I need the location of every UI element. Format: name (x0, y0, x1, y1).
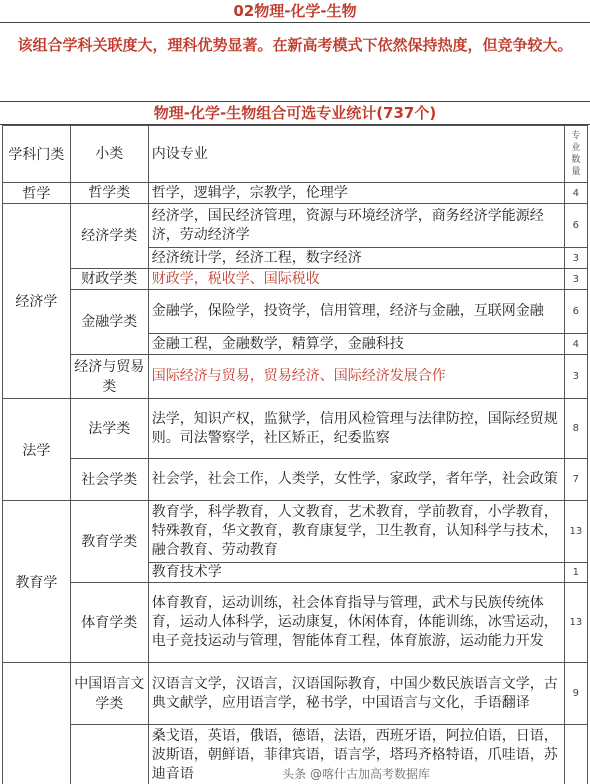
majors-table (2, 125, 588, 784)
watermark: 头条 @喀什古加高考数据库 (282, 767, 430, 781)
table-row (3, 459, 588, 501)
category-cell: 哲学 (3, 183, 71, 204)
table-row (3, 183, 588, 204)
subcategory-cell: 金融学类 (70, 290, 148, 355)
majors-cell: 哲学，逻辑学，宗教学，伦理学 (148, 183, 564, 204)
majors-cell: 法学，知识产权，监狱学，信用风检管理与法律防控，国际经贸规则。司法警察学，社区矫正，纪委监察 (148, 399, 564, 459)
table-title: 物理-化学-生物组合可选专业统计(737个) (0, 102, 590, 125)
majors-cell: 教育学，科学教育，人文教育，艺术教育，学前教育，小学教育，特殊教育，华文教育，教育康复学，卫生教育，认知科学与技术，融合教育、劳动教育 (148, 501, 564, 563)
majors-cell: 金融工程，金融数学，精算学，金融科技 (148, 334, 564, 355)
count-cell: 4 (564, 334, 587, 355)
count-cell (564, 725, 587, 784)
subcategory-cell: 财政学类 (70, 269, 148, 290)
subcategory-cell: 中国语言文学类 (70, 663, 148, 725)
category-cell (3, 663, 71, 784)
subcategory-cell (70, 725, 148, 784)
majors-cell: 经济学，国民经济管理，资源与环境经济学，商务经济学能源经济，劳动经济学 (148, 204, 564, 248)
category-cell: 法学 (3, 399, 71, 501)
majors-cell: 财政学，税收学、国际税收 (148, 269, 564, 290)
header-majors: 内设专业 (148, 126, 564, 183)
majors-cell: 汉语言文学，汉语言，汉语国际教育，中国少数民族语言文学，古典文献学，应用语言学，秘书学，中国语言与文化，手语翻译 (148, 663, 564, 725)
count-cell: 3 (564, 248, 587, 269)
category-cell: 教育学 (3, 501, 71, 663)
count-cell: 6 (564, 290, 587, 334)
header-count: 专业数量 (564, 126, 587, 183)
subcategory-cell: 经济学类 (70, 204, 148, 269)
table-row (3, 355, 588, 399)
majors-cell: 体育教育，运动训练，社会体育指导与管理，武术与民族传统体育，运动人体科学，运动康复，休闲体育，体能训练，冰雪运动，电子竞技运动与管理，智能体育工程，体育旅游，运动能力开发 (148, 583, 564, 663)
subcategory-cell: 哲学类 (70, 183, 148, 204)
subcategory-cell: 社会学类 (70, 459, 148, 501)
majors-cell: 社会学，社会工作，人类学，女性学，家政学，者年学，社会政策 (148, 459, 564, 501)
table-header-row (3, 126, 588, 183)
subcategory-cell: 法学类 (70, 399, 148, 459)
count-cell: 8 (564, 399, 587, 459)
table-row (3, 663, 588, 725)
count-cell: 9 (564, 663, 587, 725)
table-row (3, 583, 588, 663)
count-cell: 6 (564, 204, 587, 248)
table-row (3, 290, 588, 334)
subcategory-cell: 经济与贸易类 (70, 355, 148, 399)
majors-cell: 桑戈语，英语，俄语，德语，法语，西班牙语，阿拉伯语，日语，波斯语，朝鲜语，菲律宾语，语言学，塔玛齐格特语，爪哇语，苏迪音语 (148, 725, 564, 784)
majors-cell: 经济统计学，经济工程，数字经济 (148, 248, 564, 269)
count-cell: 13 (564, 583, 587, 663)
page-title: 02物理-化学-生物 (0, 0, 590, 23)
table-row (3, 204, 588, 248)
header-category: 学科门类 (3, 126, 71, 183)
subcategory-cell: 教育学类 (70, 501, 148, 583)
majors-cell: 国际经济与贸易，贸易经济、国际经济发展合作 (148, 355, 564, 399)
count-cell: 1 (564, 563, 587, 583)
category-cell: 经济学 (3, 204, 71, 399)
count-cell: 7 (564, 459, 587, 501)
count-cell: 3 (564, 355, 587, 399)
intro-text: 该组合学科关联度大，理科优势显著。在新高考模式下依然保持热度，但竞争较大。 (0, 23, 590, 102)
count-cell: 13 (564, 501, 587, 563)
majors-cell: 金融学，保险学，投资学，信用管理，经济与金融，互联网金融 (148, 290, 564, 334)
count-cell: 3 (564, 269, 587, 290)
count-cell: 4 (564, 183, 587, 204)
table-row (3, 269, 588, 290)
subcategory-cell: 体育学类 (70, 583, 148, 663)
table-row (3, 501, 588, 563)
header-subcategory: 小类 (70, 126, 148, 183)
majors-cell: 教育技术学 (148, 563, 564, 583)
table-row (3, 399, 588, 459)
